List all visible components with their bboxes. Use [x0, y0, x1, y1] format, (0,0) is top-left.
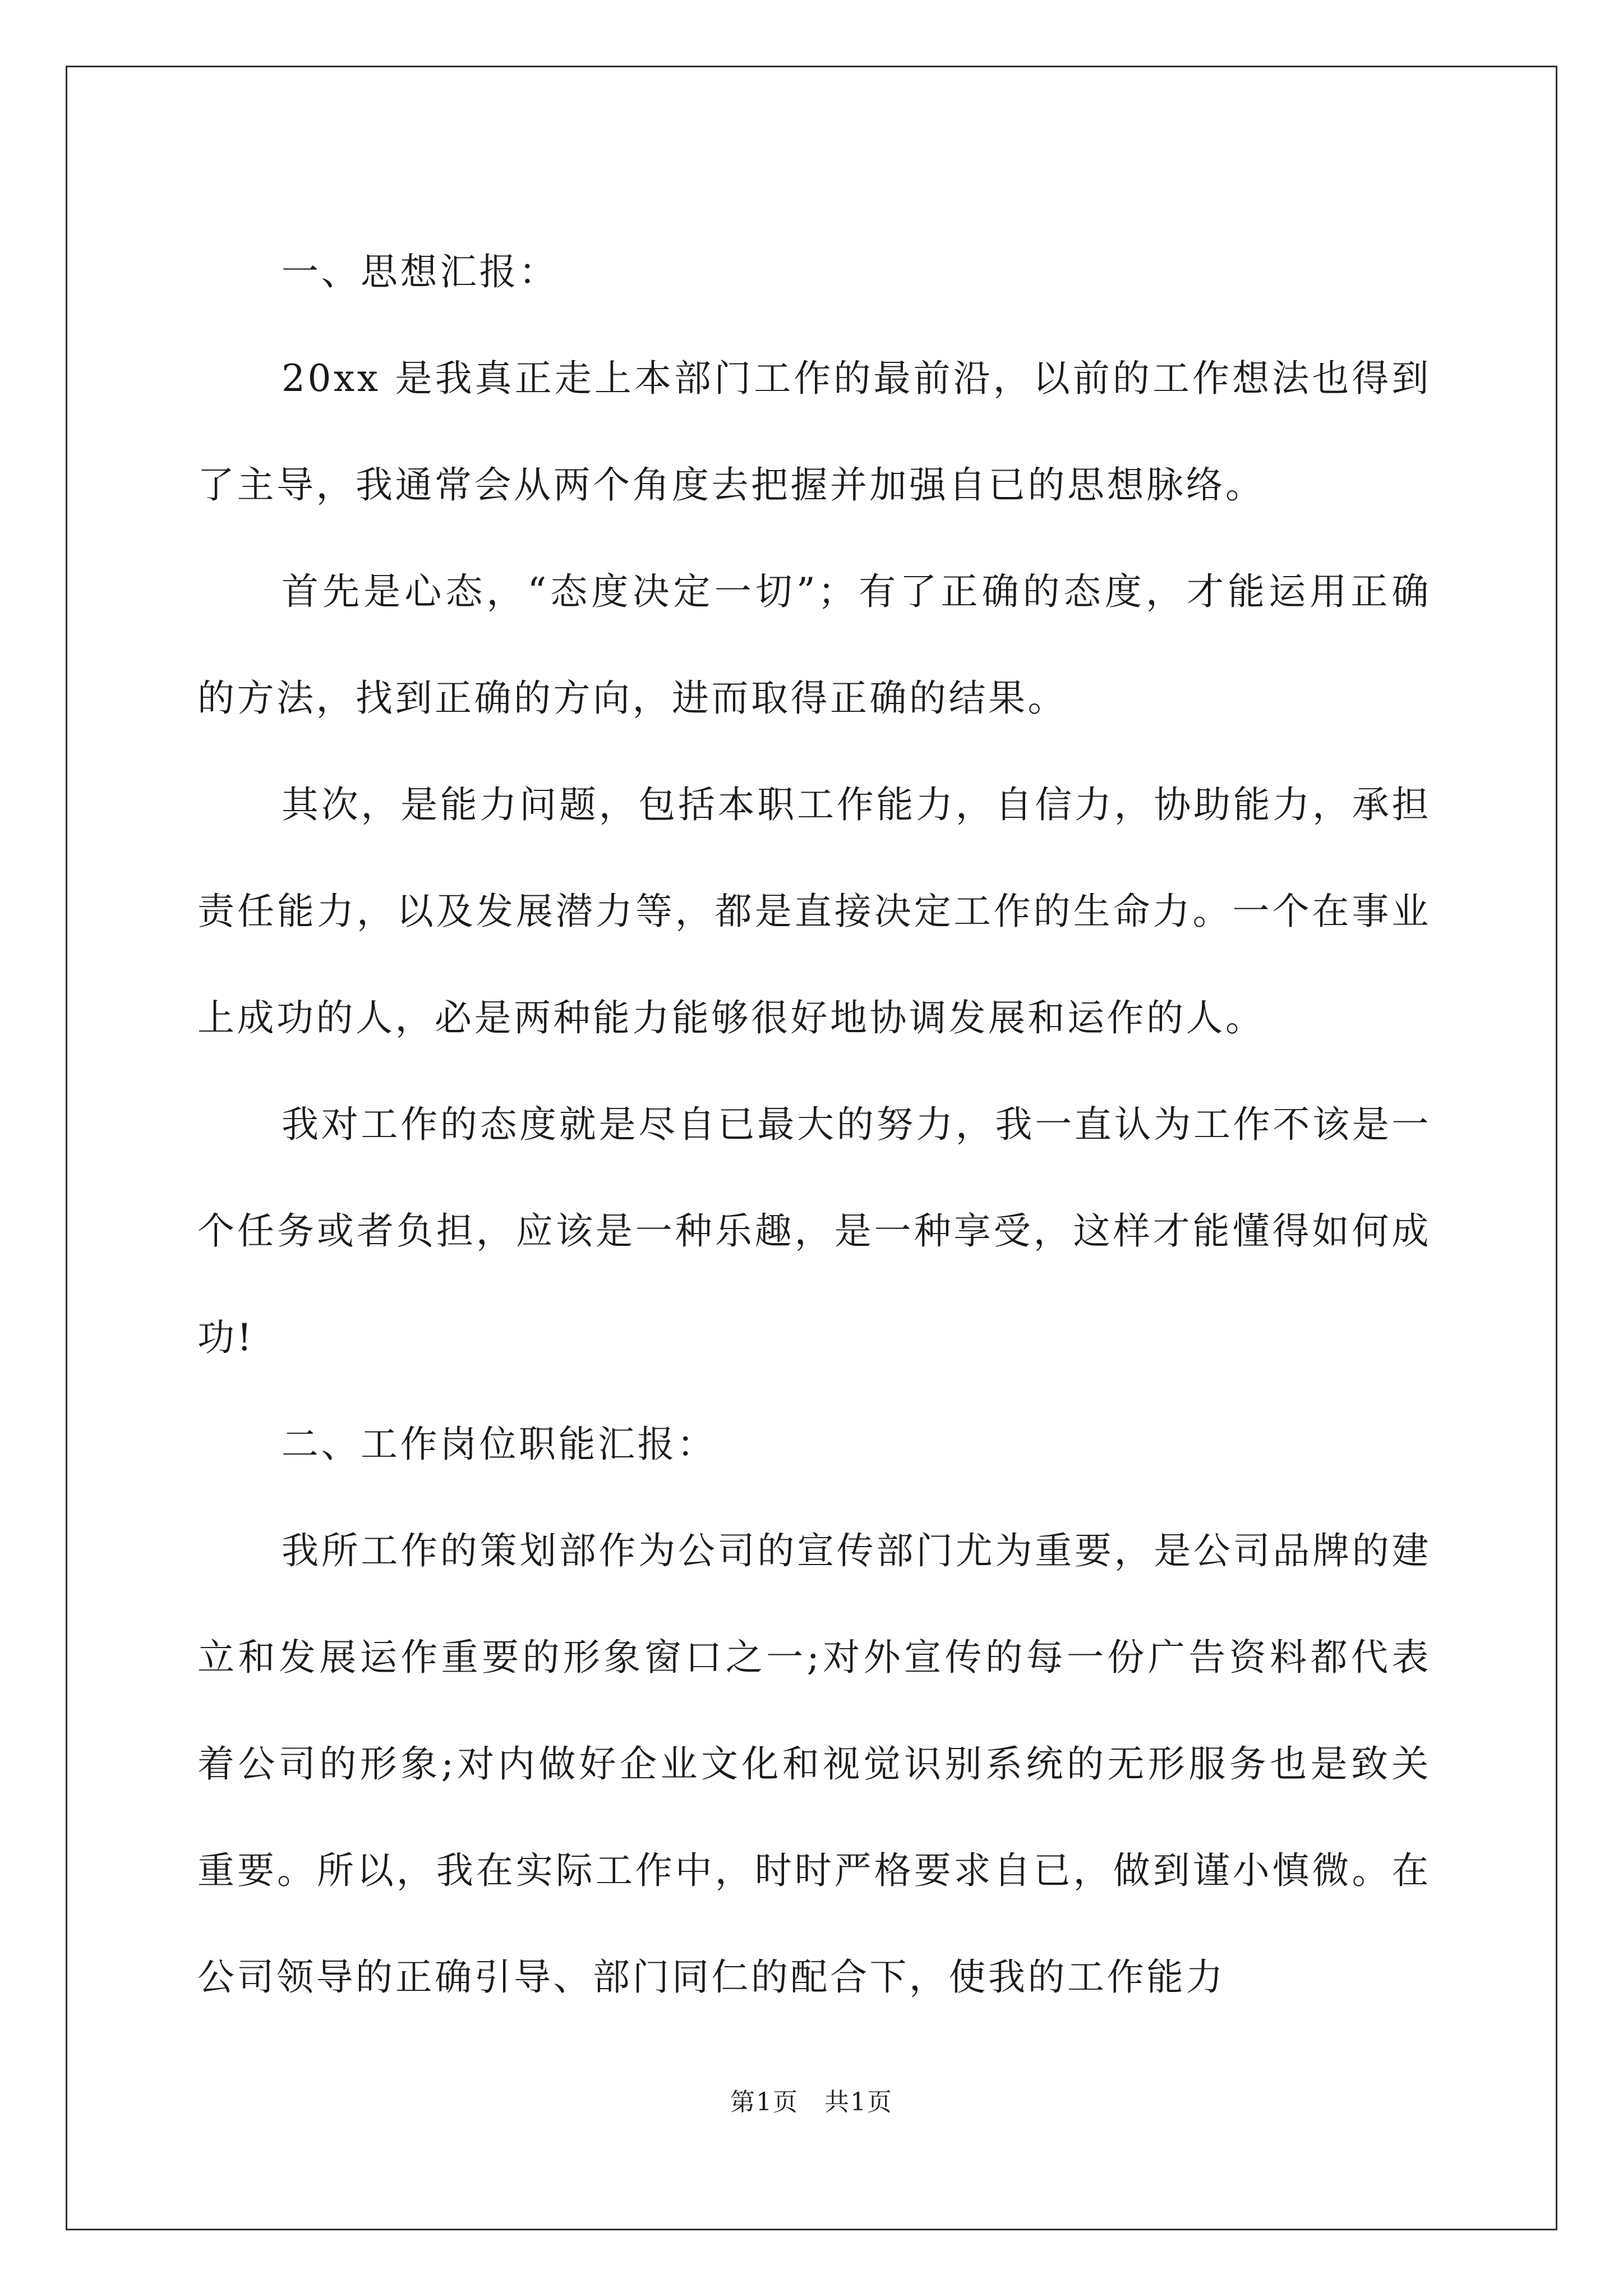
section-heading-thought-report: 一、思想汇报： [282, 250, 559, 293]
paragraph: 我对工作的态度就是尽自已最大的努力，我一直认为工作不该是一个任务或者负担，应该是一种乐趣，是一种享受，这样才能懂得如何成功! [197, 1103, 1431, 1359]
page-number: 第1页 [730, 2088, 799, 2116]
document-body [197, 219, 1431, 2031]
paragraph: 20xx 是我真正走上本部门工作的最前沿，以前的工作想法也得到了主导，我通常会从两个角度去把握并加强自已的思想脉络。 [197, 357, 1431, 507]
paragraph: 其次，是能力问题，包括本职工作能力，自信力，协助能力，承担责任能力，以及发展潜力等，都是直接决定工作的生命力。一个在事业上成功的人，必是两种能力能够很好地协调发展和运作的人。 [197, 783, 1431, 1039]
section-heading-job-report: 二、工作岗位职能汇报： [282, 1423, 717, 1466]
page-footer [0, 2086, 1623, 2119]
paragraph: 我所工作的策划部作为公司的宣传部门尤为重要，是公司品牌的建立和发展运作重要的形象窗口之一;对外宣传的每一份广告资料都代表着公司的形象;对内做好企业文化和视觉识别系统的无形服务也是致关重要。所以，我在实际工作中，时时严格要求自已，做到谨小慎微。在公司领导的正确引导、部门同仁的配合下，使我的工作能力 [197, 1529, 1431, 1999]
paragraph: 首先是心态，“态度决定一切”；有了正确的态度，才能运用正确的方法，找到正确的方向，进而取得正确的结果。 [197, 570, 1431, 720]
page-total: 共1页 [824, 2088, 893, 2116]
